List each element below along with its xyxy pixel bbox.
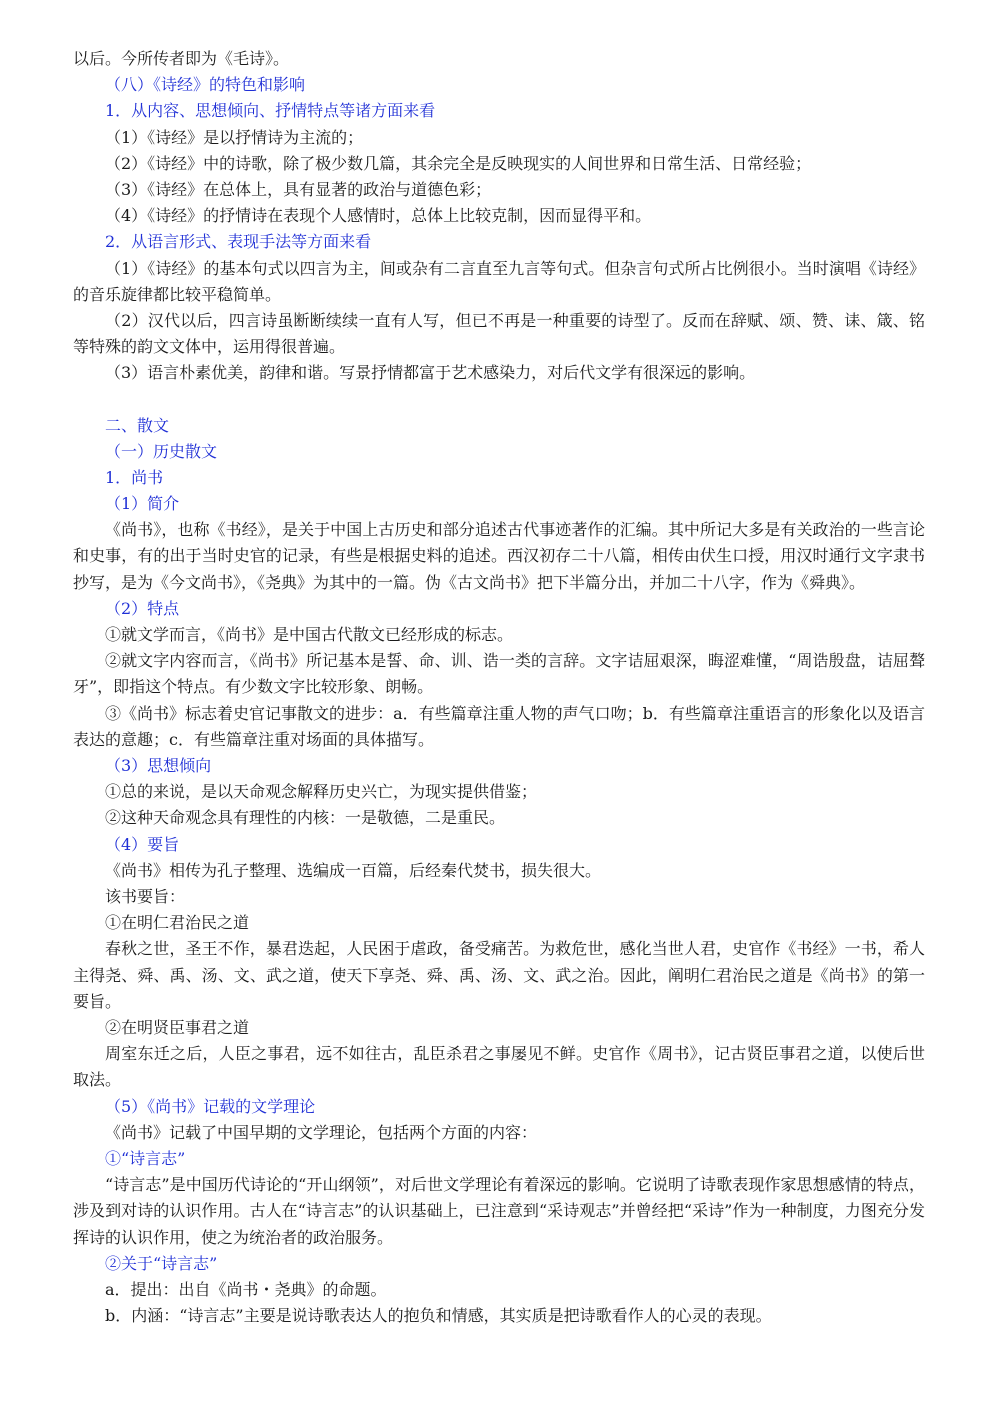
section-heading: 2．从语言形式、表现手法等方面来看 [105,232,372,252]
text-line: （3）语言朴素优美，韵律和谐。写景抒情都富于艺术感染力，对后代文学有很深远的影响。 [105,363,756,383]
text-line: 《尚书》记载了中国早期的文学理论，包括两个方面的内容： [105,1122,538,1142]
text-line: ①在明仁君治民之道 [105,913,250,933]
section-heading: 1．尚书 [105,467,164,487]
text-line: ②在明贤臣事君之道 [105,1017,250,1037]
section-heading: （1）简介 [105,494,180,514]
section-heading: 二、散文 [105,415,170,435]
section-heading: （5）《尚书》记载的文学理论 [105,1096,316,1116]
document-body [73,46,925,1329]
paragraph: 《尚书》，也称《书经》，是关于中国上古历史和部分追述古代事迹著作的汇编。其中所记大多是有关政治的一些言论和史事，有的出于当时史官的记录，有些是根据史料的追述。西汉初存二十八篇，相传由伏生口授，用汉时通行文字隶书抄写，是为《今文尚书》，《尧典》为其中的一篇。伪《古文尚书》把下半篇分出，并加二十八字，作为《舜典》。 [73,520,925,592]
text-line: （2）《诗经》中的诗歌，除了极少数几篇，其余完全是反映现实的人间世界和日常生活、日常经验； [105,153,812,173]
text-line: （1）《诗经》是以抒情诗为主流的； [105,127,364,147]
text-line: （3）《诗经》在总体上，具有显著的政治与道德色彩； [105,179,492,199]
paragraph: （2）汉代以后，四言诗虽断断续续一直有人写，但已不再是一种重要的诗型了。反而在辞赋、颂、赞、诔、箴、铭等特殊的韵文文体中，运用得很普遍。 [73,310,925,357]
paragraph: 周室东迁之后，人臣之事君，远不如往古，乱臣杀君之事屡见不鲜。史官作《周书》，记古贤臣事君之道，以使后世取法。 [73,1044,925,1090]
paragraph: ③《尚书》标志着史官记事散文的进步：a．有些篇章注重人物的声气口吻；b．有些篇章注重语言的形象化以及语言表达的意趣；c．有些篇章注重对场面的具体描写。 [73,703,925,749]
section-heading: （3）思想倾向 [105,756,212,776]
text-line: （4）《诗经》的抒情诗在表现个人感情时，总体上比较克制，因而显得平和。 [105,206,652,226]
text-line: ①总的来说，是以天命观念解释历史兴亡，为现实提供借鉴； [105,782,538,802]
text-line: a．提出：出自《尚书・尧典》的命题。 [105,1279,387,1299]
section-heading: （4）要旨 [105,834,180,854]
text-line: b．内涵：“诗言志”主要是说诗歌表达人的抱负和情感，其实质是把诗歌看作人的心灵的表现。 [105,1306,772,1326]
section-spacer [73,387,925,413]
text-line: 《尚书》相传为孔子整理、选编成一百篇，后经秦代焚书，损失很大。 [105,860,602,880]
text-line: 该书要旨： [105,886,186,906]
section-heading: （一）历史散文 [105,441,218,461]
paragraph: ②就文字内容而言，《尚书》所记基本是誓、命、训、诰一类的言辞。文字诘屈艰深，晦涩难懂，“周诰殷盘，诘屈聱牙”，即指这个特点。有少数文字比较形象、朗畅。 [73,651,925,697]
paragraph: 春秋之世，圣王不作，暴君迭起，人民困于虐政，备受痛苦。为救危世，感化当世人君，史官作《书经》一书，希人主得尧、舜、禹、汤、文、武之道，使天下享尧、舜、禹、汤、文、武之治。因此，阐明仁君治民之道是《尚书》的第一要旨。 [73,939,925,1011]
text-line: ①就文学而言，《尚书》是中国古代散文已经形成的标志。 [105,625,514,645]
section-heading: （八）《诗经》的特色和影响 [105,75,306,95]
text-line: ②这种天命观念具有理性的内核：一是敬德，二是重民。 [105,808,506,828]
paragraph: （1）《诗经》的基本句式以四言为主，间或杂有二言直至九言等句式。但杂言句式所占比例很小。当时演唱《诗经》的音乐旋律都比较平稳简单。 [73,258,925,304]
section-heading: ①“诗言志” [105,1148,186,1168]
section-heading: （2）特点 [105,598,180,618]
section-heading: 1．从内容、思想倾向、抒情特点等诸方面来看 [105,101,436,121]
text-line: 以后。今所传者即为《毛诗》。 [73,49,290,68]
section-heading: ②关于“诗言志” [105,1253,218,1273]
paragraph: “诗言志”是中国历代诗论的“开山纲领”，对后世文学理论有着深远的影响。它说明了诗歌表现作家思想感情的特点，涉及到对诗的认识作用。古人在“诗言志”的认识基础上，已注意到“采诗观志”并曾经把“采诗”作为一种制度，力图充分发挥诗的认识作用，使之为统治者的政治服务。 [73,1175,925,1247]
